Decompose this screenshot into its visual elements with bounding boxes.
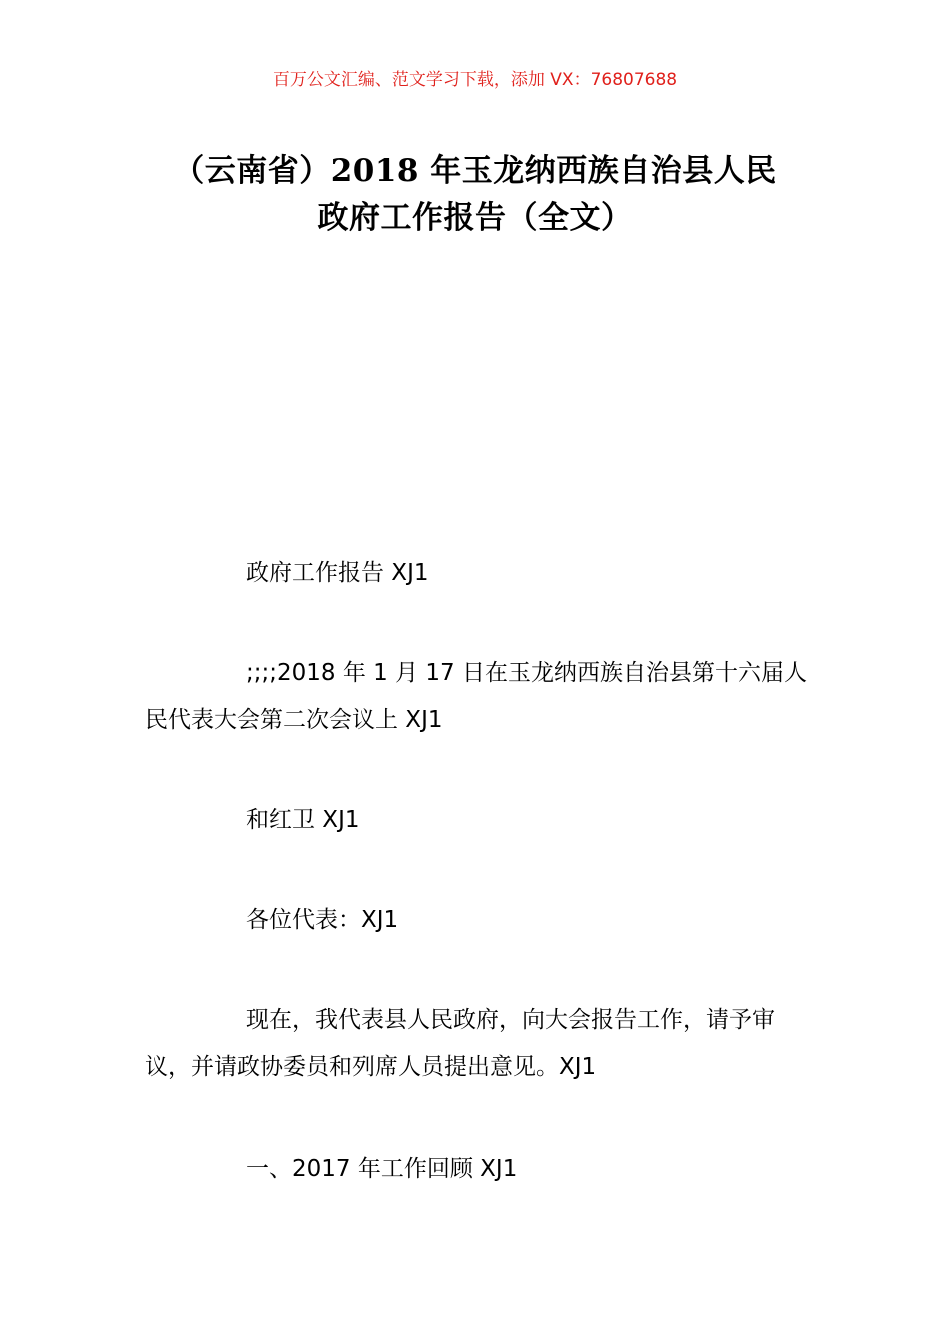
title-line-2: 政府工作报告（全文） (317, 200, 633, 236)
paragraph-report-label: 政府工作报告 XJ1 (246, 560, 429, 586)
title-line-1: （云南省）2018 年玉龙纳西族自治县人民 (173, 153, 777, 189)
paragraph-greeting: 各位代表：XJ1 (246, 907, 399, 933)
paragraph-intro: 现在，我代表县人民政府，向大会报告工作，请予审议，并请政协委员和列席人员提出意见。XJ1 (145, 1007, 775, 1080)
section-heading-review: 一、2017 年工作回顾 XJ1 (246, 1156, 518, 1182)
paragraph-meeting-date: ;;;;2018 年 1 月 17 日在玉龙纳西族自治县第十六届人民代表大会第二次会议上 XJ1 (145, 660, 807, 733)
promo-header: 百万公文汇编、范文学习下载，添加 VX：76807688 (272, 70, 678, 90)
paragraph-speaker: 和红卫 XJ1 (246, 807, 360, 833)
document-title (140, 148, 810, 242)
